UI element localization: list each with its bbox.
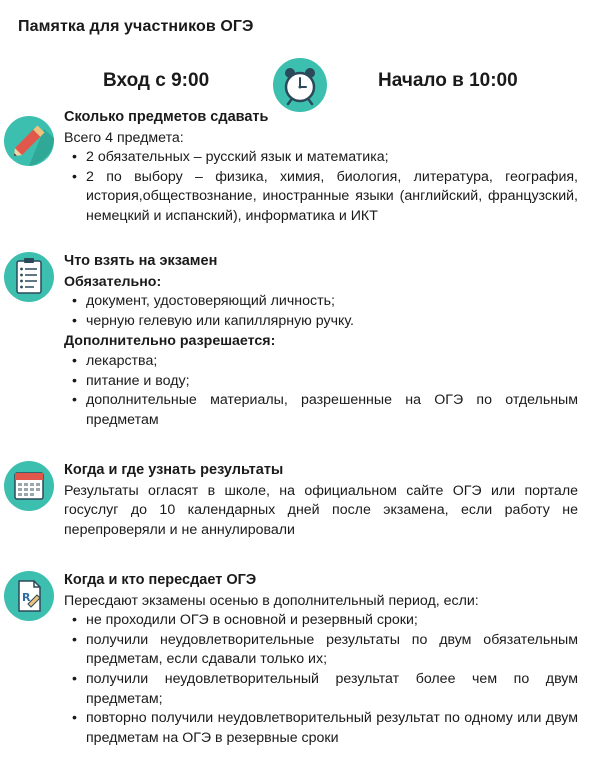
section-title: Сколько предметов сдавать [64, 109, 269, 125]
required-list [64, 292, 578, 331]
optional-title: Дополнительно разрешается: [64, 333, 276, 350]
list-item: • 2 по выбору – физика, химия, биология, литература, география, история,обществознание, иностранные языки (английский, французский, немецкий и испанский), информатика и ИКТ [64, 168, 578, 227]
list-item: • лекарства; [64, 352, 578, 372]
section-body [64, 571, 578, 748]
list-item: • черную гелевую или капиллярную ручку. [64, 312, 578, 332]
list-item: • документ, удостоверяющий личность; [64, 292, 578, 312]
list-item: • получили неудовлетворительные результаты по двум обязательным предметам, если сдавали только их; [64, 631, 578, 670]
pencil-icon [4, 116, 54, 166]
section-body [64, 461, 578, 540]
list-item: • получили неудовлетворительный результат более чем по двум предметам; [64, 670, 578, 709]
section-intro: Всего 4 предмета: [64, 129, 184, 146]
list-item: • повторно получили неудовлетворительный результат по одному или двум предметам на ОГЭ в резервные сроки [64, 709, 578, 748]
list-item: • дополнительные материалы, разрешенные на ОГЭ по отдельным предметам [64, 391, 578, 430]
required-title: Обязательно: [64, 273, 162, 290]
results-text: Результаты огласят в школе, на официальном сайте ОГЭ или портале госуслуг до 10 календарных дней после экзамена, если работу не перепроверяли и не аннулировали [64, 482, 578, 538]
start-time: Начало в 10:00 [378, 70, 518, 91]
list-item: • питание и воду; [64, 372, 578, 392]
list-item: • не проходили ОГЭ в основной и резервный сроки; [64, 611, 578, 631]
svg-text:R: R [22, 591, 31, 604]
section-body [64, 252, 578, 430]
entry-time: Вход с 9:00 [103, 70, 210, 91]
calendar-icon [4, 461, 54, 511]
list-item: • 2 обязательных – русский язык и математика; [64, 148, 578, 168]
checklist-icon [4, 252, 54, 302]
retake-list [64, 611, 578, 748]
alarm-clock-icon [273, 58, 327, 112]
document-retake-icon [4, 571, 54, 621]
section-title: Что взять на экзамен [64, 253, 218, 269]
subjects-list [64, 148, 578, 226]
section-title: Когда и где узнать результаты [64, 462, 284, 478]
schedule-row [0, 55, 600, 110]
section-intro: Пересдают экзамены осенью в дополнительный период, если: [64, 592, 479, 609]
section-title: Когда и кто пересдает ОГЭ [64, 572, 257, 588]
page-title: Памятка для участников ОГЭ [18, 18, 254, 35]
section-body [64, 108, 578, 227]
optional-list [64, 352, 578, 430]
